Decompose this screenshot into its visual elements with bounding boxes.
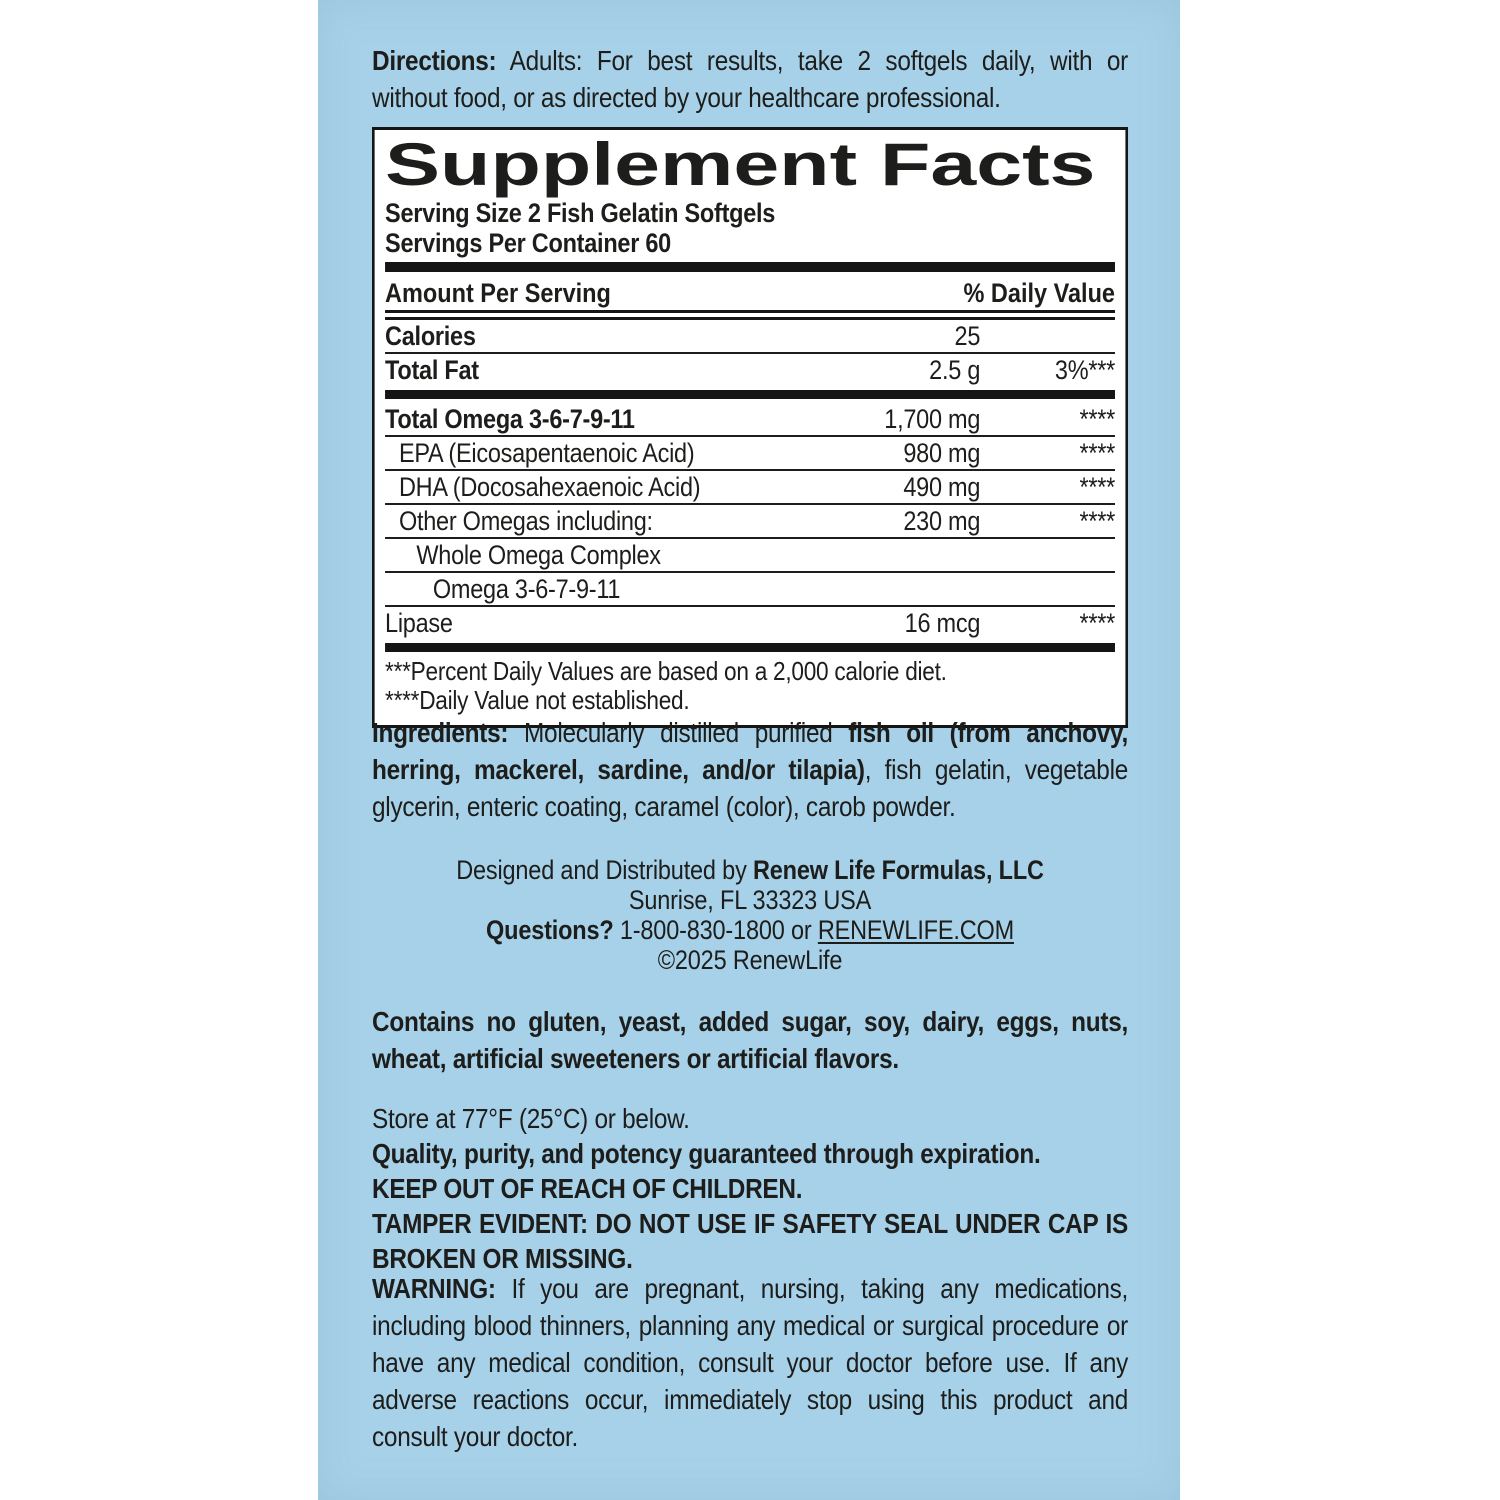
divider-thick (385, 390, 1115, 399)
table-row-lipase (385, 607, 1115, 639)
table-row-total-omega (385, 403, 1115, 437)
ingredients-body2: , fish gelatin, vegetable glycerin, enteric coating, caramel (color), carob powder. (372, 754, 1129, 822)
table-row-whole-omega-complex (385, 539, 1115, 573)
copyright: ©2025 RenewLife (657, 945, 843, 975)
divider-thick (385, 643, 1115, 652)
amount-per-serving-header: Amount Per Serving (385, 278, 611, 308)
distributor-questions-line (372, 915, 1128, 945)
table-row-total-fat (385, 354, 1115, 386)
table-row-dha (385, 471, 1115, 505)
distributor-block (372, 855, 1128, 975)
distributor-company: Renew Life Formulas, LLC (752, 855, 1044, 885)
footnote-percent-daily-values: ***Percent Daily Values are based on a 2,000 calorie diet. (385, 656, 947, 686)
nutrient-name: Total Fat (385, 355, 479, 385)
nutrient-amount: 2.5 g (929, 355, 981, 385)
servings-per-container: Servings Per Container 60 (385, 228, 671, 258)
directions-body: Adults: For best results, take 2 softgels daily, with or without food, or as directed by your healthcare professional. (372, 45, 1129, 113)
nutrient-amount: 980 mg (903, 438, 981, 468)
nutrient-name: DHA (Docosahexaenoic Acid) (398, 472, 701, 502)
nutrient-dv: **** (1079, 506, 1115, 536)
distributor-line1 (372, 855, 1128, 885)
warning-text (372, 1270, 1128, 1455)
nutrient-amount: 1,700 mg (884, 404, 981, 434)
nutrient-dv: **** (1079, 472, 1115, 502)
nutrient-name: Whole Omega Complex (416, 540, 661, 570)
directions-text (372, 42, 1128, 116)
contains-statement: Contains no gluten, yeast, added sugar, soy, dairy, eggs, nuts, wheat, artificial sweeteners or artificial flavors. (372, 1006, 1129, 1074)
nutrient-dv: 3%*** (1054, 355, 1115, 385)
footnote-daily-value: ****Daily Value not established. (385, 685, 690, 715)
divider-double (385, 310, 1115, 320)
supplement-facts-title-row (385, 132, 1115, 198)
nutrient-name: EPA (Eicosapentaenoic Acid) (398, 438, 695, 468)
nutrient-name: Calories (385, 321, 476, 351)
warning-lead: WARNING: (372, 1273, 496, 1304)
serving-size: Serving Size 2 Fish Gelatin Softgels (385, 198, 776, 228)
nutrient-amount: 16 mcg (904, 608, 981, 638)
label-panel (318, 0, 1180, 1500)
ingredients-lead: Ingredients: (372, 717, 509, 748)
table-header (385, 276, 1115, 310)
nutrient-name: Lipase (385, 608, 453, 638)
table-row-omega-3-6-7-9-11 (385, 573, 1115, 607)
quality-guarantee: Quality, purity, and potency guaranteed through expiration. (372, 1138, 1041, 1169)
daily-value-header: % Daily Value (963, 278, 1115, 308)
warning-body: If you are pregnant, nursing, taking any medications, including blood thinners, planning any medical or surgical procedure or have any medical condition, consult your doctor before use. If any adverse reactions occur, immediately stop using this product and consult your doctor. (372, 1273, 1129, 1452)
website-link[interactable]: RENEWLIFE.COM (817, 915, 1014, 945)
storage-block (372, 1101, 1128, 1276)
nutrient-name: Total Omega 3-6-7-9-11 (385, 404, 635, 434)
keep-out-of-reach: KEEP OUT OF REACH OF CHILDREN. (372, 1173, 803, 1204)
nutrient-amount: 230 mg (903, 506, 981, 536)
supplement-facts-title: Supplement Facts (385, 131, 1096, 198)
nutrient-name: Other Omegas including: (398, 506, 653, 536)
ingredients-text (372, 714, 1128, 825)
nutrient-dv: **** (1079, 438, 1115, 468)
label-content (372, 0, 1128, 1500)
directions-lead: Directions: (372, 45, 497, 76)
ingredients-fish-oil: fish oil (from anchovy, herring, mackerel, sardine, and/or tilapia) (372, 717, 1129, 785)
nutrient-dv: **** (1079, 608, 1115, 638)
distributor-address: Sunrise, FL 33323 USA (628, 885, 872, 915)
table-row-epa (385, 437, 1115, 471)
ingredients-body1: Molecularly distilled purified (508, 717, 849, 748)
table-row-other-omegas (385, 505, 1115, 539)
divider-thick (385, 262, 1115, 272)
tamper-evident: TAMPER EVIDENT: DO NOT USE IF SAFETY SEAL UNDER CAP IS BROKEN OR MISSING. (372, 1208, 1129, 1274)
table-row-calories (385, 320, 1115, 354)
questions-lead: Questions? (486, 915, 620, 945)
nutrient-amount: 25 (954, 321, 981, 351)
supplement-facts-box (372, 127, 1128, 728)
nutrient-amount: 490 mg (903, 472, 981, 502)
nutrient-dv: **** (1079, 404, 1115, 434)
storage-temperature: Store at 77°F (25°C) or below. (372, 1103, 690, 1134)
distributor-prefix: Designed and Distributed by (456, 855, 753, 885)
phone-number: 1-800-830-1800 or (619, 915, 818, 945)
nutrient-name: Omega 3-6-7-9-11 (432, 574, 621, 604)
